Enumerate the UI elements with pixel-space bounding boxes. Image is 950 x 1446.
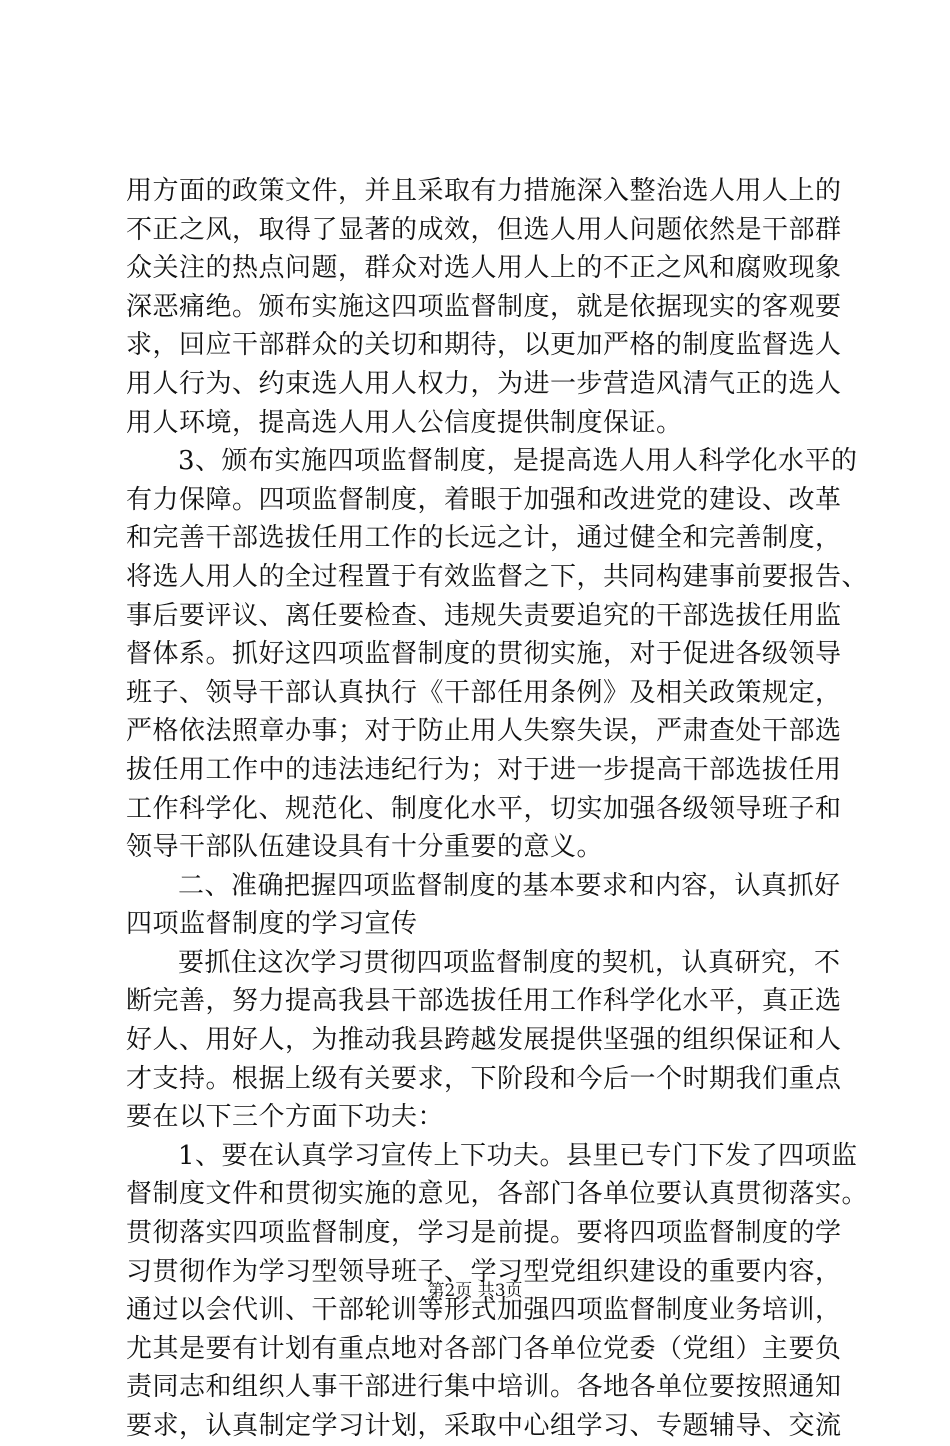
text-line: 众关注的热点问题，群众对选人用人上的不正之风和腐败现象 (126, 253, 842, 284)
text-line: 用人环境，提高选人用人公信度提供制度保证。 (126, 407, 683, 438)
paragraph-start-line: 要抓住这次学习贯彻四项监督制度的契机，认真研究，不 (178, 947, 841, 978)
section-heading-line: 二、准确把握四项监督制度的基本要求和内容，认真抓好 (178, 870, 841, 901)
text-line: 要在以下三个方面下功夫： (126, 1102, 445, 1133)
text-line: 通过以会代训、干部轮训等形式加强四项监督制度业务培训， (126, 1295, 842, 1326)
text-line: 才支持。根据上级有关要求，下阶段和今后一个时期我们重点 (126, 1063, 842, 1094)
text-line: 责同志和组织人事干部进行集中培训。各地各单位要按照通知 (126, 1372, 842, 1403)
text-line: 不正之风，取得了显著的成效，但选人用人问题依然是干部群 (126, 214, 842, 245)
text-line: 事后要评议、离任要检查、违规失责要追究的干部选拔任用监 (126, 600, 842, 631)
text-line: 尤其是要有计划有重点地对各部门各单位党委（党组）主要负 (126, 1333, 842, 1364)
text-line: 有力保障。四项监督制度，着眼于加强和改进党的建设、改革 (126, 484, 842, 515)
paragraph-start-line: 3、颁布实施四项监督制度，是提高选人用人科学化水平的 (178, 446, 858, 477)
section-heading-line: 四项监督制度的学习宣传 (126, 909, 418, 940)
text-line: 贯彻落实四项监督制度，学习是前提。要将四项监督制度的学 (126, 1218, 842, 1249)
text-line: 领导干部队伍建设具有十分重要的意义。 (126, 832, 604, 863)
text-line: 拔任用工作中的违法违纪行为；对于进一步提高干部选拔任用 (126, 754, 842, 785)
document-body (126, 172, 869, 1446)
text-line: 求，回应干部群众的关切和期待，以更加严格的制度监督选人 (126, 330, 842, 361)
text-line: 断完善，努力提高我县干部选拔任用工作科学化水平，真正选 (126, 986, 842, 1017)
text-line: 督体系。抓好这四项监督制度的贯彻实施，对于促进各级领导 (126, 639, 842, 670)
text-line: 督制度文件和贯彻实施的意见，各部门各单位要认真贯彻落实。 (126, 1179, 869, 1210)
text-line: 用方面的政策文件，并且采取有力措施深入整治选人用人上的 (126, 176, 842, 206)
text-line: 用人行为、约束选人用人权力，为进一步营造风清气正的选人 (126, 368, 842, 399)
text-line: 好人、用好人，为推动我县跨越发展提供坚强的组织保证和人 (126, 1025, 842, 1056)
text-line: 班子、领导干部认真执行《干部任用条例》及相关政策规定， (126, 677, 842, 708)
text-line: 严格依法照章办事；对于防止用人失察失误，严肃查处干部选 (126, 716, 842, 747)
page-number-footer: 第2页 共3页 (427, 1281, 523, 1301)
text-line: 习贯彻作为学习型领导班子、学习型党组织建设的重要内容， (126, 1256, 842, 1287)
text-line: 深恶痛绝。颁布实施这四项监督制度，就是依据现实的客观要 (126, 291, 842, 322)
paragraph-start-line: 1、要在认真学习宣传上下功夫。县里已专门下发了四项监 (178, 1140, 858, 1171)
text-line: 将选人用人的全过程置于有效监督之下，共同构建事前要报告、 (126, 561, 869, 592)
text-line: 和完善干部选拔任用工作的长远之计，通过健全和完善制度， (126, 523, 842, 554)
text-line: 要求，认真制定学习计划，采取中心组学习、专题辅导、交流 (126, 1411, 842, 1441)
text-line: 工作科学化、规范化、制度化水平，切实加强各级领导班子和 (126, 793, 842, 824)
